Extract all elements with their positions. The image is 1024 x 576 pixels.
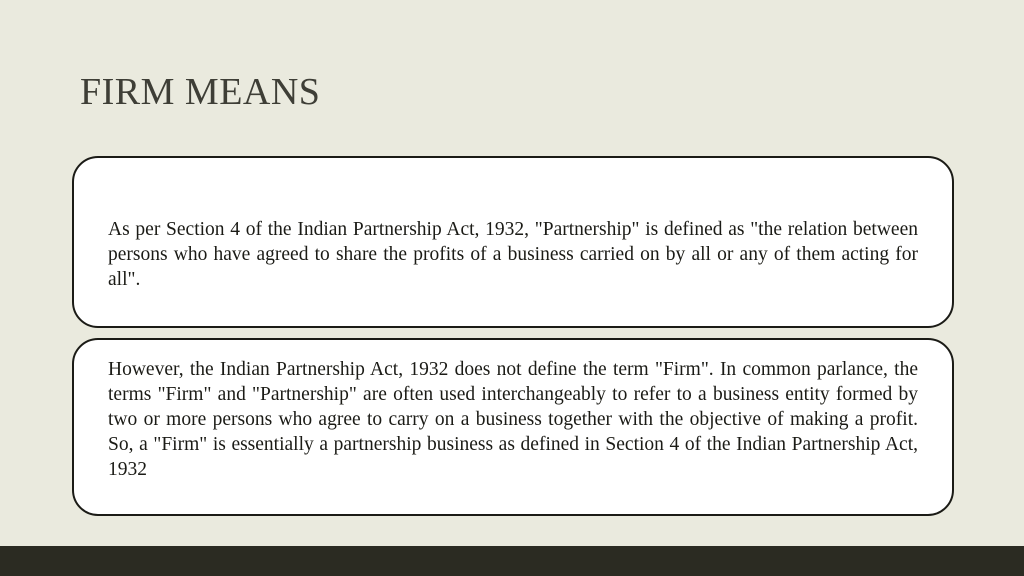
page-title: FIRM MEANS xyxy=(80,71,321,113)
clarification-callout xyxy=(72,338,954,516)
definition-callout-text: As per Section 4 of the Indian Partnership Act, 1932, "Partnership" is defined as "the relation between persons who have agreed to share the profits of a business carried on by all or any of them acting for all". xyxy=(108,219,918,290)
clarification-callout-text: However, the Indian Partnership Act, 1932 does not define the term "Firm". In common parlance, the terms "Firm" and "Partnership" are often used interchangeably to refer to a business entity formed by two or more persons who agree to carry on a business together with the objective of making a profit. So, a "Firm" is essentially a partnership business as defined in Section 4 of the Indian Partnership Act, 1932 xyxy=(108,359,918,480)
definition-callout xyxy=(72,156,954,328)
footer-bar xyxy=(0,546,1024,576)
